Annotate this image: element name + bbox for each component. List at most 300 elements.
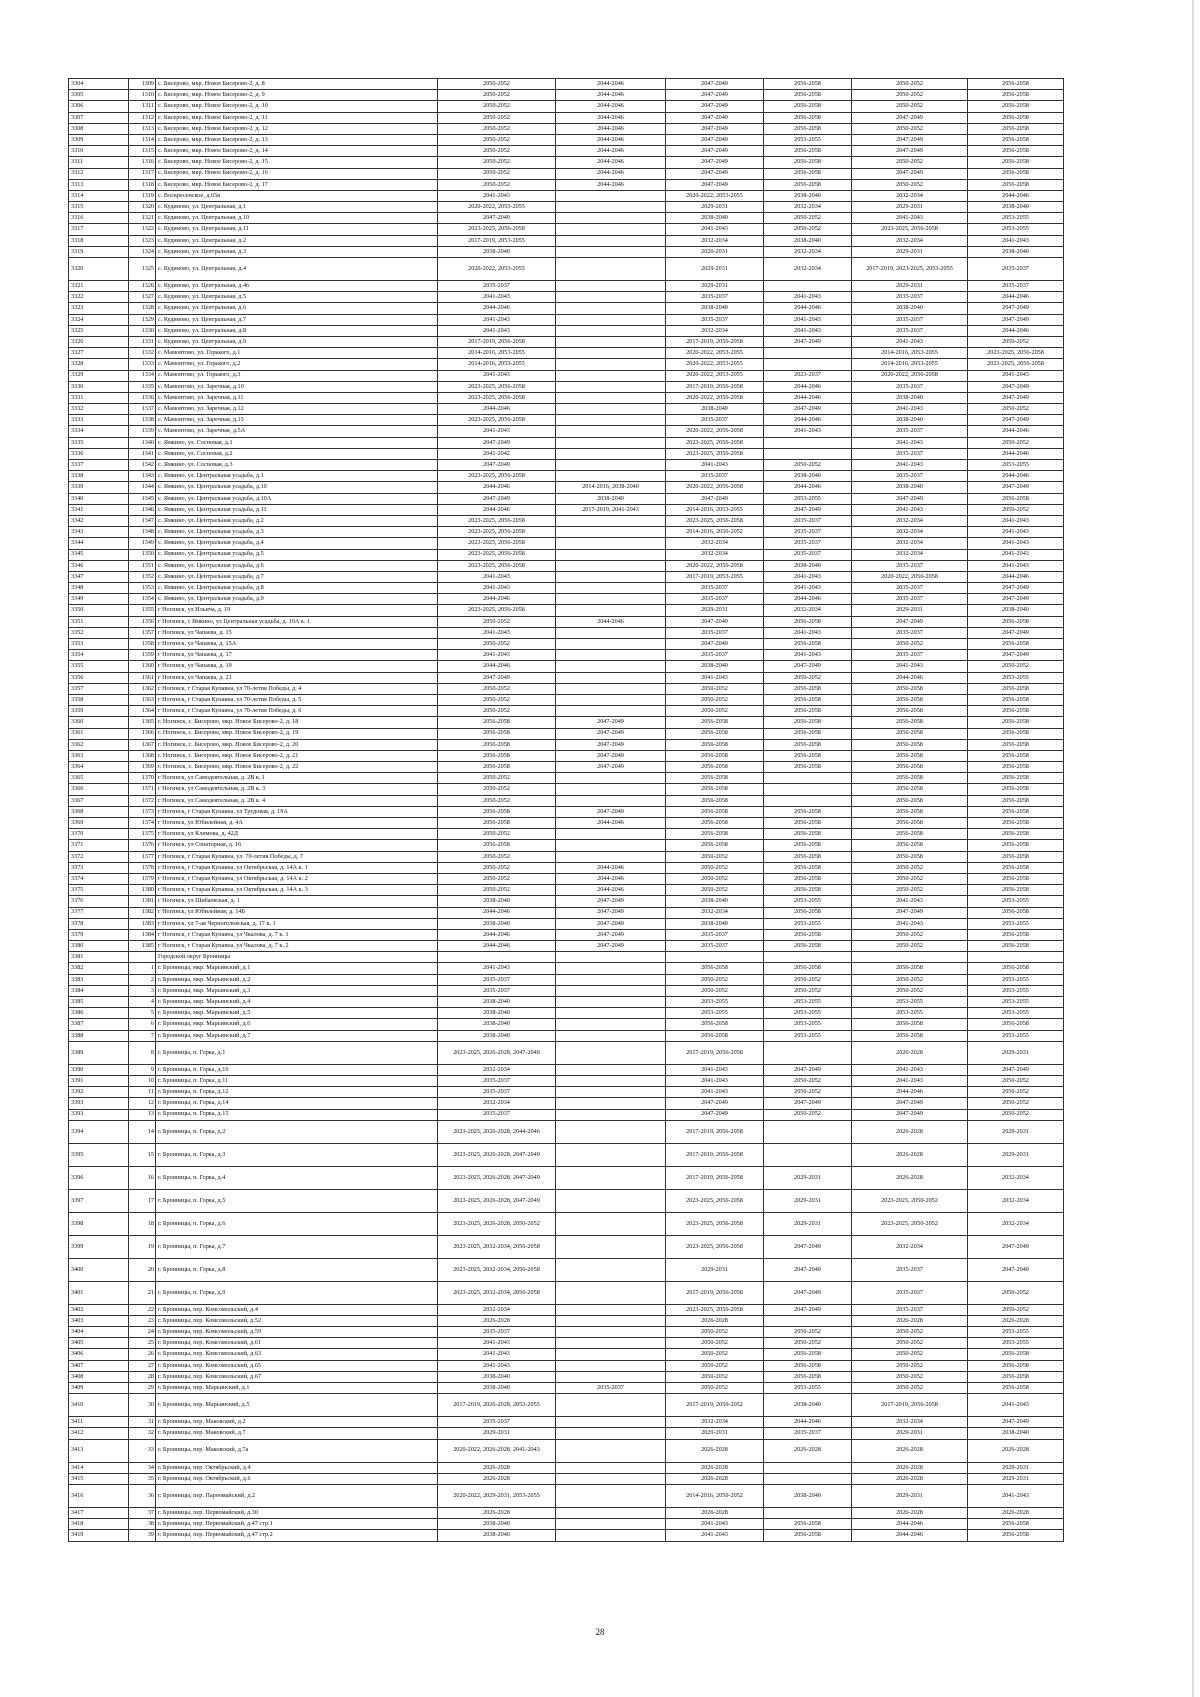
row-number: 3381 — [69, 952, 129, 963]
period-cell — [438, 952, 556, 963]
table-row — [69, 1519, 1064, 1530]
period-cell: 2044-2046 — [968, 426, 1064, 437]
period-cell — [556, 605, 666, 616]
address-cell: г. Бронницы, мкр. Марьинский, д.2 — [156, 974, 438, 985]
address-cell: с. Ямкино, ул. Центральная усадьба, д.8 — [156, 583, 438, 594]
address-cell: г Ногинск, г Старая Купавна, ул 70-летия Победы, д. 6 — [156, 706, 438, 717]
period-cell — [556, 1349, 666, 1360]
period-cell: 2023-2025, 2050-2052 — [852, 1189, 968, 1212]
period-cell: 2050-2052 — [764, 460, 852, 471]
period-cell: 2053-2055 — [764, 1383, 852, 1394]
row-number: 3414 — [69, 1462, 129, 1473]
period-cell: 2056-2058 — [764, 851, 852, 862]
period-cell: 2041-2043 — [764, 292, 852, 303]
row-number: 3387 — [69, 1019, 129, 1030]
row-number: 3393 — [69, 1098, 129, 1109]
period-cell: 2035-2037 — [968, 281, 1064, 292]
period-cell: 2050-2052 — [968, 404, 1064, 415]
period-cell: 2047-2049 — [852, 1098, 968, 1109]
table-row — [69, 717, 1064, 728]
row-number: 3309 — [69, 134, 129, 145]
period-cell: 2056-2058 — [438, 750, 556, 761]
period-cell — [764, 952, 852, 963]
table-row — [69, 370, 1064, 381]
sub-number: 1361 — [129, 672, 156, 683]
sub-number: 1337 — [129, 404, 156, 415]
address-cell: г. Бронницы, пер. Комсомольский, д.65 — [156, 1360, 438, 1371]
period-cell: 2053-2055 — [764, 896, 852, 907]
period-cell — [556, 840, 666, 851]
period-cell: 2056-2058 — [764, 1371, 852, 1382]
period-cell: 2044-2046 — [556, 123, 666, 134]
table-row — [69, 90, 1064, 101]
period-cell: 2038-2040 — [666, 404, 764, 415]
period-cell: 2056-2058 — [764, 806, 852, 817]
sub-number: 1376 — [129, 840, 156, 851]
period-cell — [556, 370, 666, 381]
period-cell: 2029-2031 — [666, 281, 764, 292]
row-number: 3333 — [69, 415, 129, 426]
period-cell: 2050-2052 — [764, 974, 852, 985]
row-number: 3368 — [69, 806, 129, 817]
period-cell — [556, 538, 666, 549]
period-cell: 2041-2043 — [968, 527, 1064, 538]
period-cell: 2047-2049 — [968, 381, 1064, 392]
period-cell: 2029-2031 — [968, 1143, 1064, 1166]
period-cell — [556, 292, 666, 303]
address-cell: г. Бронницы, мкр. Марьинский, д.4 — [156, 997, 438, 1008]
address-cell: с. Ямкино, ул. Центральная усадьба, д.10А — [156, 493, 438, 504]
period-cell: 2041-2043 — [438, 1349, 556, 1360]
sub-number: 1370 — [129, 773, 156, 784]
sub-number: 1322 — [129, 224, 156, 235]
period-cell — [556, 1258, 666, 1281]
period-cell: 2050-2052 — [438, 873, 556, 884]
sub-number: 1360 — [129, 661, 156, 672]
sub-number: 1333 — [129, 359, 156, 370]
address-cell: г Ногинск, ул Ильича, д. 19 — [156, 605, 438, 616]
row-number: 3362 — [69, 739, 129, 750]
period-cell: 2020-2022, 2056-2058 — [666, 426, 764, 437]
period-cell: 2038-2040 — [438, 918, 556, 929]
row-number: 3389 — [69, 1041, 129, 1064]
address-cell: с. Ямкино, ул. Центральная усадьба, д.4 — [156, 538, 438, 549]
period-cell: 2056-2058 — [852, 795, 968, 806]
period-cell: 2050-2052 — [438, 79, 556, 90]
period-cell: 2044-2046 — [556, 157, 666, 168]
period-cell: 2056-2058 — [968, 929, 1064, 940]
address-cell: с. Бисерово, мкр. Новое Бисерово-2, д. 13 — [156, 134, 438, 145]
table-row — [69, 1189, 1064, 1212]
period-cell: 2035-2037 — [438, 1327, 556, 1338]
period-cell: 2050-2052 — [968, 1304, 1064, 1315]
period-cell: 2029-2031 — [666, 202, 764, 213]
address-cell: с. Ямкино, ул. Центральная усадьба, д.1 — [156, 471, 438, 482]
row-number: 3332 — [69, 404, 129, 415]
row-number: 3372 — [69, 851, 129, 862]
period-cell: 2014-2016, 2053-2055 — [438, 359, 556, 370]
period-cell: 2041-2043 — [852, 460, 968, 471]
period-cell: 2047-2049 — [438, 672, 556, 683]
row-number: 3418 — [69, 1519, 129, 1530]
sub-number: 1327 — [129, 292, 156, 303]
period-cell — [556, 974, 666, 985]
row-number: 3305 — [69, 90, 129, 101]
period-cell: 2050-2052 — [852, 123, 968, 134]
period-cell — [556, 594, 666, 605]
period-cell: 2053-2055 — [968, 224, 1064, 235]
period-cell: 2035-2037 — [852, 325, 968, 336]
sub-number: 14 — [129, 1120, 156, 1143]
table-row — [69, 493, 1064, 504]
row-number: 3354 — [69, 650, 129, 661]
period-cell: 2056-2058 — [764, 1349, 852, 1360]
period-cell: 2050-2052 — [852, 1338, 968, 1349]
period-cell — [556, 1507, 666, 1518]
period-cell: 2047-2049 — [556, 918, 666, 929]
schedule-table-container — [68, 78, 1063, 1542]
address-cell: г. Бронницы, п. Горка, д.10 — [156, 1064, 438, 1075]
period-cell: 2044-2046 — [556, 818, 666, 829]
period-cell: 2044-2046 — [556, 134, 666, 145]
row-number: 3366 — [69, 784, 129, 795]
period-cell: 2047-2049 — [438, 460, 556, 471]
period-cell: 2032-2034 — [852, 515, 968, 526]
sub-number: 1358 — [129, 639, 156, 650]
period-cell — [556, 694, 666, 705]
period-cell: 2038-2040 — [968, 605, 1064, 616]
period-cell: 2020-2022, 2056-2058 — [666, 392, 764, 403]
period-cell: 2050-2052 — [438, 694, 556, 705]
period-cell: 2053-2055 — [764, 997, 852, 1008]
address-cell: с. Кудиново, ул. Центральная, д.3 — [156, 246, 438, 257]
row-number: 3357 — [69, 683, 129, 694]
period-cell: 2023-2025, 2032-2034, 2056-2058 — [438, 1281, 556, 1304]
period-cell: 2056-2058 — [852, 694, 968, 705]
period-cell — [666, 952, 764, 963]
row-number: 3324 — [69, 314, 129, 325]
period-cell — [556, 448, 666, 459]
sub-number: 20 — [129, 1258, 156, 1281]
period-cell — [764, 1315, 852, 1326]
period-cell: 2023-2025, 2056-2058 — [438, 381, 556, 392]
schedule-rows — [69, 79, 1064, 1542]
period-cell: 2029-2031 — [852, 246, 968, 257]
period-cell: 2056-2058 — [968, 112, 1064, 123]
table-row — [69, 583, 1064, 594]
period-cell: 2038-2040 — [438, 1008, 556, 1019]
row-number: 3338 — [69, 471, 129, 482]
period-cell: 2053-2055 — [764, 918, 852, 929]
period-cell: 2050-2052 — [764, 985, 852, 996]
period-cell: 2047-2049 — [556, 896, 666, 907]
period-cell: 2032-2034 — [666, 538, 764, 549]
period-cell: 2023-2025, 2056-2058 — [438, 538, 556, 549]
period-cell: 2047-2049 — [666, 493, 764, 504]
period-cell: 2047-2049 — [852, 1109, 968, 1120]
period-cell: 2050-2052 — [438, 101, 556, 112]
period-cell: 2035-2037 — [666, 292, 764, 303]
period-cell: 2038-2040 — [438, 1019, 556, 1030]
row-number: 3308 — [69, 123, 129, 134]
address-cell: с. Ямкино, ул. Сосновая, д.1 — [156, 437, 438, 448]
row-number: 3401 — [69, 1281, 129, 1304]
period-cell — [556, 997, 666, 1008]
table-row — [69, 1327, 1064, 1338]
period-cell: 2056-2058 — [968, 717, 1064, 728]
period-cell: 2038-2040 — [438, 1030, 556, 1041]
period-cell: 2035-2037 — [764, 538, 852, 549]
period-cell: 2044-2046 — [556, 112, 666, 123]
period-cell — [556, 1428, 666, 1439]
sub-number: 1320 — [129, 202, 156, 213]
table-row — [69, 471, 1064, 482]
address-cell: с. Кудиново, ул. Центральная, д.7 — [156, 314, 438, 325]
sub-number: 22 — [129, 1304, 156, 1315]
period-cell: 2050-2052 — [968, 1087, 1064, 1098]
period-cell: 2041-2043 — [438, 370, 556, 381]
address-cell: с. Кудиново, ул. Центральная, д.10 — [156, 213, 438, 224]
period-cell: 2044-2046 — [556, 616, 666, 627]
period-cell: 2035-2037 — [666, 941, 764, 952]
period-cell: 2056-2058 — [968, 739, 1064, 750]
period-cell: 2056-2058 — [764, 706, 852, 717]
period-cell: 2035-2037 — [438, 1075, 556, 1086]
address-cell: г Ногинск, ул Юбилейная, д. 4А — [156, 818, 438, 829]
period-cell — [764, 1143, 852, 1166]
row-number: 3314 — [69, 190, 129, 201]
period-cell: 2038-2040 — [556, 493, 666, 504]
period-cell: 2053-2055 — [852, 1008, 968, 1019]
table-row — [69, 112, 1064, 123]
period-cell: 2053-2055 — [764, 1008, 852, 1019]
table-row — [69, 605, 1064, 616]
address-cell: г. Ногинск, с. Бисерово, мкр. Новое Бисерово-2, д. 22 — [156, 762, 438, 773]
period-cell: 2026-2028 — [852, 1143, 968, 1166]
table-row — [69, 515, 1064, 526]
period-cell: 2050-2052 — [666, 706, 764, 717]
row-number: 3402 — [69, 1304, 129, 1315]
row-number: 3350 — [69, 605, 129, 616]
sub-number: 12 — [129, 1098, 156, 1109]
period-cell: 2047-2049 — [666, 179, 764, 190]
sub-number: 1355 — [129, 605, 156, 616]
period-cell: 2038-2040 — [968, 246, 1064, 257]
period-cell: 2041-2043 — [764, 571, 852, 582]
address-cell: с. Кудиново, ул. Центральная, д.2 — [156, 235, 438, 246]
period-cell: 2020-2022, 2053-2055 — [666, 348, 764, 359]
period-cell: 2050-2052 — [438, 829, 556, 840]
period-cell: 2056-2058 — [666, 750, 764, 761]
address-cell: г. Бронницы, пер. Пароомайский, д.2 — [156, 1484, 438, 1507]
period-cell: 2044-2046 — [968, 471, 1064, 482]
address-cell: с. Бисерово, мкр. Новое Бисерово-2, д. 17 — [156, 179, 438, 190]
row-number: 3376 — [69, 896, 129, 907]
row-number: 3419 — [69, 1530, 129, 1541]
period-cell: 2041-2043 — [852, 336, 968, 347]
sub-number: 1329 — [129, 314, 156, 325]
address-cell: г. Бронницы, пер. Марьинский, д.5 — [156, 1394, 438, 1417]
table-row — [69, 527, 1064, 538]
sub-number: 1323 — [129, 235, 156, 246]
period-cell: 2032-2034 — [852, 1417, 968, 1428]
address-cell: г. Бронницы, пер. Маковский, д.2 — [156, 1417, 438, 1428]
row-number: 3356 — [69, 672, 129, 683]
address-cell: г. Бронницы, п. Горка, д.5 — [156, 1189, 438, 1212]
address-cell: г. Бронницы, п. Горка, д.1 — [156, 1041, 438, 1064]
table-row — [69, 661, 1064, 672]
table-row — [69, 1258, 1064, 1281]
row-number: 3325 — [69, 325, 129, 336]
period-cell: 2026-2028 — [666, 1462, 764, 1473]
period-cell: 2050-2052 — [764, 224, 852, 235]
table-row — [69, 292, 1064, 303]
period-cell: 2056-2058 — [968, 1349, 1064, 1360]
period-cell: 2047-2049 — [852, 168, 968, 179]
row-number: 3311 — [69, 157, 129, 168]
period-cell — [556, 303, 666, 314]
period-cell: 2026-2028 — [852, 1166, 968, 1189]
row-number: 3321 — [69, 281, 129, 292]
period-cell: 2026-2028 — [666, 1507, 764, 1518]
period-cell: 2023-2025, 2056-2058 — [438, 560, 556, 571]
address-cell: г Ногинск, г Старая Купавна, ул Октябрьская, д. 14А к. 3 — [156, 885, 438, 896]
period-cell: 2041-2043 — [968, 235, 1064, 246]
period-cell: 2041-2043 — [852, 918, 968, 929]
period-cell: 2017-2019, 2056-2058 — [666, 1143, 764, 1166]
period-cell: 2056-2058 — [438, 717, 556, 728]
period-cell: 2050-2052 — [852, 639, 968, 650]
row-number: 3327 — [69, 348, 129, 359]
period-cell: 2056-2058 — [968, 795, 1064, 806]
table-row — [69, 594, 1064, 605]
period-cell: 2023-2025, 2026-2028, 2047-2049 — [438, 1189, 556, 1212]
address-cell: с. Бисерово, мкр. Новое Бисерово-2, д. 16 — [156, 168, 438, 179]
sub-number: 1311 — [129, 101, 156, 112]
period-cell: 2023-2025, 2032-2034, 2056-2058 — [438, 1258, 556, 1281]
period-cell: 2047-2049 — [666, 1109, 764, 1120]
period-cell — [556, 202, 666, 213]
period-cell: 2047-2049 — [666, 616, 764, 627]
period-cell: 2023-2025, 2056-2058 — [666, 1304, 764, 1315]
period-cell: 2032-2034 — [968, 1166, 1064, 1189]
period-cell — [852, 952, 968, 963]
row-number: 3315 — [69, 202, 129, 213]
table-row — [69, 190, 1064, 201]
sub-number: 31 — [129, 1417, 156, 1428]
period-cell: 2032-2034 — [764, 605, 852, 616]
period-cell: 2029-2031 — [968, 1473, 1064, 1484]
period-cell: 2041-2043 — [438, 1360, 556, 1371]
row-number: 3334 — [69, 426, 129, 437]
period-cell: 2056-2058 — [764, 929, 852, 940]
period-cell: 2050-2052 — [438, 851, 556, 862]
period-cell — [556, 281, 666, 292]
table-row — [69, 639, 1064, 650]
table-row — [69, 773, 1064, 784]
period-cell: 2050-2052 — [968, 1075, 1064, 1086]
sub-number: 1381 — [129, 896, 156, 907]
table-row — [69, 1087, 1064, 1098]
period-cell: 2041-2043 — [438, 1338, 556, 1349]
sub-number: 1330 — [129, 325, 156, 336]
period-cell: 2050-2052 — [438, 146, 556, 157]
period-cell: 2029-2031 — [852, 605, 968, 616]
period-cell: 2056-2058 — [968, 146, 1064, 157]
period-cell: 2023-2025, 2056-2058 — [438, 605, 556, 616]
address-cell: с. Ямкино, ул. Центральная усадьба, д.11 — [156, 504, 438, 515]
row-number: 3412 — [69, 1428, 129, 1439]
period-cell: 2047-2049 — [666, 123, 764, 134]
period-cell: 2047-2049 — [852, 493, 968, 504]
period-cell: 2026-2028 — [438, 1462, 556, 1473]
period-cell: 2026-2028 — [666, 1315, 764, 1326]
period-cell: 2041-2043 — [438, 963, 556, 974]
row-number: 3398 — [69, 1212, 129, 1235]
period-cell: 2056-2058 — [764, 762, 852, 773]
period-cell: 2053-2055 — [968, 896, 1064, 907]
row-number: 3370 — [69, 829, 129, 840]
period-cell: 2050-2052 — [438, 639, 556, 650]
address-cell: г Ногинск, ул Климова, д. 42Д — [156, 829, 438, 840]
row-number: 3411 — [69, 1417, 129, 1428]
period-cell: 2023-2025, 2026-2028, 2047-2049 — [438, 1166, 556, 1189]
period-cell: 2026-2028 — [764, 1439, 852, 1462]
address-cell: с. Ямкино, ул. Центральная усадьба, д.9 — [156, 594, 438, 605]
period-cell: 2035-2037 — [968, 258, 1064, 281]
page-number: 28 — [595, 1627, 605, 1637]
period-cell: 2047-2049 — [968, 482, 1064, 493]
period-cell: 2032-2034 — [968, 1189, 1064, 1212]
table-row — [69, 1008, 1064, 1019]
period-cell: 2056-2058 — [764, 157, 852, 168]
period-cell: 2050-2052 — [666, 1349, 764, 1360]
period-cell: 2050-2052 — [666, 974, 764, 985]
period-cell: 2050-2052 — [438, 616, 556, 627]
sub-number: 1316 — [129, 157, 156, 168]
sub-number: 39 — [129, 1530, 156, 1541]
row-number: 3395 — [69, 1143, 129, 1166]
address-cell: с. Мамонтово, ул. Заречная, д.11 — [156, 392, 438, 403]
period-cell: 2056-2058 — [968, 1519, 1064, 1530]
period-cell: 2044-2046 — [764, 415, 852, 426]
period-cell: 2026-2028 — [968, 1439, 1064, 1462]
period-cell: 2050-2052 — [852, 929, 968, 940]
address-cell: с. Кудиново, ул. Центральная, д.1 — [156, 202, 438, 213]
sub-number: 1343 — [129, 471, 156, 482]
period-cell — [556, 1327, 666, 1338]
period-cell: 2026-2028 — [852, 1473, 968, 1484]
period-cell: 2026-2028 — [438, 1315, 556, 1326]
row-number: 3337 — [69, 460, 129, 471]
table-row — [69, 1109, 1064, 1120]
period-cell: 2056-2058 — [968, 616, 1064, 627]
period-cell: 2038-2040 — [438, 896, 556, 907]
period-cell: 2056-2058 — [852, 706, 968, 717]
period-cell: 2035-2037 — [764, 1428, 852, 1439]
period-cell: 2053-2055 — [968, 1327, 1064, 1338]
table-row — [69, 246, 1064, 257]
period-cell: 2056-2058 — [968, 157, 1064, 168]
period-cell: 2056-2058 — [852, 818, 968, 829]
row-number: 3313 — [69, 179, 129, 190]
row-number: 3344 — [69, 538, 129, 549]
period-cell: 2035-2037 — [764, 515, 852, 526]
row-number: 3361 — [69, 728, 129, 739]
period-cell: 2035-2037 — [666, 929, 764, 940]
period-cell: 2056-2058 — [968, 123, 1064, 134]
period-cell: 2056-2058 — [968, 750, 1064, 761]
